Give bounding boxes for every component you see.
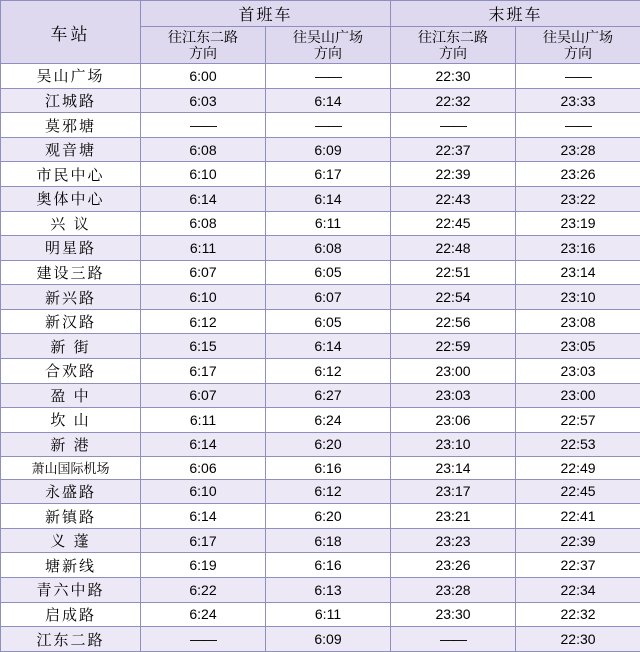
table-row — [1, 88, 640, 113]
table-row — [1, 236, 640, 261]
station-name-cell: 盈 中 — [1, 383, 141, 408]
last-train-toward-wushan-cell: 22:41 — [516, 504, 640, 529]
table-row — [1, 358, 640, 383]
first-train-toward-jiangdong-cell: 6:03 — [141, 88, 266, 113]
last-train-toward-jiangdong-cell: 23:06 — [391, 408, 516, 433]
station-name-cell: 观音塘 — [1, 137, 141, 162]
header-group-last-train: 末班车 — [391, 1, 640, 27]
first-train-toward-jiangdong-cell: 6:15 — [141, 334, 266, 359]
table-row — [1, 285, 640, 310]
first-train-toward-wushan-cell: 6:14 — [266, 334, 391, 359]
header-first-toward-jiangdong-line2: 方向 — [189, 45, 217, 62]
last-train-toward-wushan-cell: 23:00 — [516, 383, 640, 408]
first-train-toward-wushan-cell: 6:20 — [266, 504, 391, 529]
last-train-toward-jiangdong-cell: 22:43 — [391, 187, 516, 212]
last-train-toward-jiangdong-cell: 22:59 — [391, 334, 516, 359]
station-name-cell: 义 蓬 — [1, 528, 141, 553]
first-train-toward-wushan-cell: 6:27 — [266, 383, 391, 408]
first-train-toward-jiangdong-cell: 6:12 — [141, 309, 266, 334]
table-row — [1, 432, 640, 457]
first-train-toward-jiangdong-cell: 6:14 — [141, 504, 266, 529]
last-train-toward-wushan-cell: 22:57 — [516, 408, 640, 433]
first-train-toward-wushan-cell: 6:24 — [266, 408, 391, 433]
station-name-cell: 新兴路 — [1, 285, 141, 310]
last-train-toward-wushan-cell: 22:34 — [516, 577, 640, 602]
station-name-cell: 江东二路 — [1, 627, 141, 652]
table-row — [1, 137, 640, 162]
last-train-toward-wushan-cell: 23:08 — [516, 309, 640, 334]
first-train-toward-jiangdong-cell: 6:11 — [141, 236, 266, 261]
first-train-toward-wushan-cell: 6:12 — [266, 479, 391, 504]
first-train-toward-jiangdong-cell: —— — [141, 627, 266, 652]
first-train-toward-jiangdong-cell: 6:11 — [141, 408, 266, 433]
station-name-cell: 新镇路 — [1, 504, 141, 529]
last-train-toward-jiangdong-cell: 23:03 — [391, 383, 516, 408]
table-row — [1, 602, 640, 627]
first-train-toward-jiangdong-cell: 6:08 — [141, 137, 266, 162]
header-last-toward-wushan-line2: 方向 — [564, 45, 593, 62]
last-train-toward-wushan-cell: 22:32 — [516, 602, 640, 627]
header-last-toward-wushan — [516, 27, 640, 64]
first-train-toward-wushan-cell: 6:20 — [266, 432, 391, 457]
station-name-cell: 兴 议 — [1, 211, 141, 236]
table-row — [1, 309, 640, 334]
last-train-toward-jiangdong-cell: 22:48 — [391, 236, 516, 261]
station-name-cell: 新汉路 — [1, 309, 141, 334]
table-row — [1, 383, 640, 408]
header-first-toward-wushan-line1: 往吴山广场 — [293, 29, 363, 45]
last-train-toward-jiangdong-cell: —— — [391, 627, 516, 652]
first-train-toward-wushan-cell: 6:13 — [266, 577, 391, 602]
last-train-toward-jiangdong-cell: 22:30 — [391, 64, 516, 89]
station-name-cell: 建设三路 — [1, 260, 141, 285]
first-train-toward-jiangdong-cell: 6:14 — [141, 432, 266, 457]
header-row-groups — [1, 1, 640, 27]
table-row — [1, 457, 640, 480]
last-train-toward-jiangdong-cell: 23:28 — [391, 577, 516, 602]
first-train-toward-jiangdong-cell: 6:24 — [141, 602, 266, 627]
station-name-cell: 莫邪塘 — [1, 113, 141, 138]
station-name-cell: 萧山国际机场 — [1, 457, 141, 480]
first-train-toward-jiangdong-cell: 6:08 — [141, 211, 266, 236]
header-first-toward-jiangdong — [141, 27, 266, 64]
header-first-toward-wushan-line2: 方向 — [314, 45, 342, 62]
station-name-cell: 江城路 — [1, 88, 141, 113]
first-train-toward-wushan-cell: —— — [266, 113, 391, 138]
last-train-toward-wushan-cell: 22:49 — [516, 457, 640, 480]
last-train-toward-jiangdong-cell: 22:56 — [391, 309, 516, 334]
last-train-toward-wushan-cell: 22:30 — [516, 627, 640, 652]
station-name-cell: 合欢路 — [1, 358, 141, 383]
last-train-toward-wushan-cell: 23:26 — [516, 162, 640, 187]
last-train-toward-wushan-cell: 23:05 — [516, 334, 640, 359]
last-train-toward-wushan-cell: 23:33 — [516, 88, 640, 113]
first-train-toward-wushan-cell: 6:12 — [266, 358, 391, 383]
station-name-cell: 奥体中心 — [1, 187, 141, 212]
last-train-toward-jiangdong-cell: 22:37 — [391, 137, 516, 162]
first-train-toward-jiangdong-cell: 6:22 — [141, 577, 266, 602]
last-train-toward-wushan-cell: 22:45 — [516, 479, 640, 504]
station-name-cell: 明星路 — [1, 236, 141, 261]
first-train-toward-wushan-cell: 6:14 — [266, 187, 391, 212]
last-train-toward-jiangdong-cell: 23:30 — [391, 602, 516, 627]
table-row — [1, 211, 640, 236]
table-row — [1, 528, 640, 553]
last-train-toward-wushan-cell: 23:14 — [516, 260, 640, 285]
table-row — [1, 334, 640, 359]
table-row — [1, 553, 640, 578]
first-train-toward-wushan-cell: 6:11 — [266, 211, 391, 236]
station-name-cell: 新 街 — [1, 334, 141, 359]
table-row — [1, 504, 640, 529]
first-train-toward-wushan-cell: 6:05 — [266, 260, 391, 285]
first-train-toward-jiangdong-cell: 6:10 — [141, 479, 266, 504]
last-train-toward-wushan-cell: —— — [516, 64, 640, 89]
last-train-toward-wushan-cell: 23:19 — [516, 211, 640, 236]
last-train-toward-jiangdong-cell: 23:23 — [391, 528, 516, 553]
table-row — [1, 187, 640, 212]
first-train-toward-wushan-cell: 6:09 — [266, 137, 391, 162]
first-train-toward-jiangdong-cell: 6:10 — [141, 285, 266, 310]
station-name-cell: 青六中路 — [1, 577, 141, 602]
last-train-toward-wushan-cell: 23:22 — [516, 187, 640, 212]
table-row — [1, 260, 640, 285]
last-train-toward-wushan-cell: 22:39 — [516, 528, 640, 553]
first-train-toward-wushan-cell: 6:14 — [266, 88, 391, 113]
last-train-toward-jiangdong-cell: 22:54 — [391, 285, 516, 310]
header-last-toward-jiangdong-line1: 往江东二路 — [418, 29, 489, 45]
first-train-toward-wushan-cell: 6:08 — [266, 236, 391, 261]
first-train-toward-jiangdong-cell: 6:07 — [141, 260, 266, 285]
last-train-toward-wushan-cell: 23:28 — [516, 137, 640, 162]
last-train-toward-jiangdong-cell: 23:10 — [391, 432, 516, 457]
last-train-toward-jiangdong-cell: 22:51 — [391, 260, 516, 285]
first-train-toward-wushan-cell: 6:16 — [266, 553, 391, 578]
last-train-toward-jiangdong-cell: 22:32 — [391, 88, 516, 113]
first-train-toward-jiangdong-cell: —— — [141, 113, 266, 138]
first-train-toward-wushan-cell: 6:17 — [266, 162, 391, 187]
first-train-toward-wushan-cell: 6:16 — [266, 457, 391, 480]
last-train-toward-jiangdong-cell: 23:21 — [391, 504, 516, 529]
last-train-toward-jiangdong-cell: 23:26 — [391, 553, 516, 578]
table-row — [1, 113, 640, 138]
last-train-toward-wushan-cell: 22:37 — [516, 553, 640, 578]
first-train-toward-jiangdong-cell: 6:14 — [141, 187, 266, 212]
first-train-toward-jiangdong-cell: 6:17 — [141, 528, 266, 553]
last-train-toward-jiangdong-cell: 22:45 — [391, 211, 516, 236]
header-group-first-train: 首班车 — [141, 1, 391, 27]
first-train-toward-jiangdong-cell: 6:00 — [141, 64, 266, 89]
table-row — [1, 64, 640, 89]
table-row — [1, 162, 640, 187]
station-name-cell: 启成路 — [1, 602, 141, 627]
last-train-toward-jiangdong-cell: 22:39 — [391, 162, 516, 187]
station-name-cell: 吴山广场 — [1, 64, 141, 89]
first-train-toward-jiangdong-cell: 6:10 — [141, 162, 266, 187]
first-train-toward-wushan-cell: —— — [266, 64, 391, 89]
first-train-toward-wushan-cell: 6:05 — [266, 309, 391, 334]
first-train-toward-jiangdong-cell: 6:07 — [141, 383, 266, 408]
table-header — [1, 1, 640, 64]
header-station: 车站 — [1, 1, 141, 64]
header-first-toward-wushan — [266, 27, 391, 64]
first-train-toward-wushan-cell: 6:11 — [266, 602, 391, 627]
last-train-toward-jiangdong-cell: 23:17 — [391, 479, 516, 504]
station-name-cell: 新 港 — [1, 432, 141, 457]
first-train-toward-jiangdong-cell: 6:19 — [141, 553, 266, 578]
first-train-toward-jiangdong-cell: 6:17 — [141, 358, 266, 383]
first-train-toward-wushan-cell: 6:09 — [266, 627, 391, 652]
station-name-cell: 坎 山 — [1, 408, 141, 433]
header-last-toward-jiangdong — [391, 27, 516, 64]
first-train-toward-jiangdong-cell: 6:06 — [141, 457, 266, 480]
station-name-cell: 塘新线 — [1, 553, 141, 578]
last-train-toward-wushan-cell: 23:10 — [516, 285, 640, 310]
last-train-toward-jiangdong-cell: 23:00 — [391, 358, 516, 383]
table-row — [1, 408, 640, 433]
header-first-toward-jiangdong-line1: 往江东二路 — [168, 29, 238, 45]
table-row — [1, 479, 640, 504]
header-last-toward-wushan-line1: 往吴山广场 — [543, 29, 614, 45]
first-train-toward-wushan-cell: 6:18 — [266, 528, 391, 553]
table-row — [1, 577, 640, 602]
first-train-toward-wushan-cell: 6:07 — [266, 285, 391, 310]
last-train-toward-wushan-cell: 23:03 — [516, 358, 640, 383]
last-train-toward-wushan-cell: —— — [516, 113, 640, 138]
last-train-toward-wushan-cell: 22:53 — [516, 432, 640, 457]
header-last-toward-jiangdong-line2: 方向 — [439, 45, 468, 62]
last-train-toward-wushan-cell: 23:16 — [516, 236, 640, 261]
table-row — [1, 627, 640, 652]
station-name-cell: 永盛路 — [1, 479, 141, 504]
table-body — [1, 64, 640, 652]
last-train-toward-jiangdong-cell: —— — [391, 113, 516, 138]
last-train-toward-jiangdong-cell: 23:14 — [391, 457, 516, 480]
station-name-cell: 市民中心 — [1, 162, 141, 187]
